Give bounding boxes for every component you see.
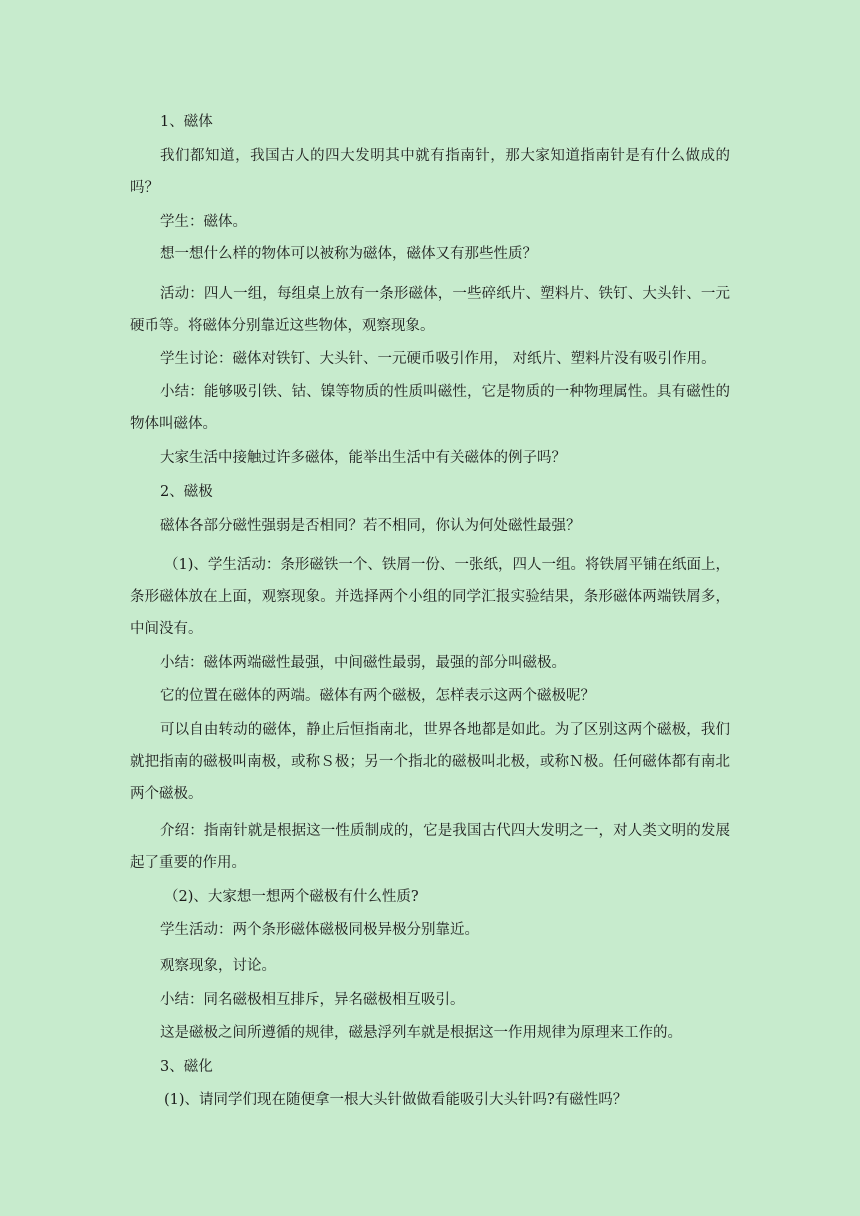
paragraph: 学生：磁体。 (160, 214, 247, 230)
paragraph: 活动：四人一组，每组桌上放有一条形磁体，一些碎纸片、塑料片、铁钉、大头针、一元硬币等。将磁体分别靠近这些物体，观察现象。 (130, 286, 730, 334)
paragraph: 这是磁极之间所遵循的规律，磁悬浮列车就是根据这一作用规律为原理来工作的。 (160, 1025, 682, 1041)
paragraph: 小结：磁体两端磁性最强，中间磁性最弱，最强的部分叫磁极。 (160, 655, 566, 671)
paragraph: 磁体各部分磁性强弱是否相同？若不相同，你认为何处磁性最强？ (160, 518, 581, 534)
section-heading-magnet: 1、磁体 (160, 114, 213, 130)
section-heading-magnetic-pole: 2、磁极 (160, 484, 213, 500)
paragraph: 大家生活中接触过许多磁体，能举出生活中有关磁体的例子吗？ (160, 450, 566, 466)
paragraph: 可以自由转动的磁体，静止后恒指南北，世界各地都是如此。为了区别这两个磁极，我们就把指南的磁极叫南极，或称Ｓ极；另一个指北的磁极叫北极，或称Ｎ极。任何磁体都有南北两个磁极。 (130, 722, 730, 802)
paragraph: 介绍：指南针就是根据这一性质制成的，它是我国古代四大发明之一，对人类文明的发展起了重要的作用。 (130, 823, 730, 871)
paragraph: (1)、请同学们现在随便拿一根大头针做做看能吸引大头针吗?有磁性吗？ (164, 1092, 628, 1108)
paragraph: 学生活动：两个条形磁体磁极同极异极分别靠近。 (160, 922, 479, 938)
paragraph: （1)、学生活动：条形磁铁一个、铁屑一份、一张纸，四人一组。将铁屑平铺在纸面上，条形磁体放在上面，观察现象。并选择两个小组的同学汇报实验结果，条形磁体两端铁屑多，中间没有。 (130, 557, 730, 637)
paragraph: 我们都知道，我国古人的四大发明其中就有指南针，那大家知道指南针是有什么做成的吗？ (130, 148, 730, 196)
paragraph: （2)、大家想一想两个磁极有什么性质? (164, 889, 419, 905)
paragraph: 想一想什么样的物体可以被称为磁体，磁体又有那些性质？ (160, 246, 537, 262)
section-heading-magnetization: 3、磁化 (160, 1059, 213, 1075)
paragraph: 学生讨论：磁体对铁钉、大头针、一元硬币吸引作用， 对纸片、塑料片没有吸引作用。 (160, 351, 716, 367)
paragraph: 小结：能够吸引铁、钴、镍等物质的性质叫磁性，它是物质的一种物理属性。具有磁性的物体叫磁体。 (130, 384, 730, 432)
paragraph: 它的位置在磁体的两端。磁体有两个磁极，怎样表示这两个磁极呢？ (160, 688, 595, 704)
paragraph: 小结：同名磁极相互排斥，异名磁极相互吸引。 (160, 992, 465, 1008)
paragraph: 观察现象，讨论。 (160, 958, 276, 974)
